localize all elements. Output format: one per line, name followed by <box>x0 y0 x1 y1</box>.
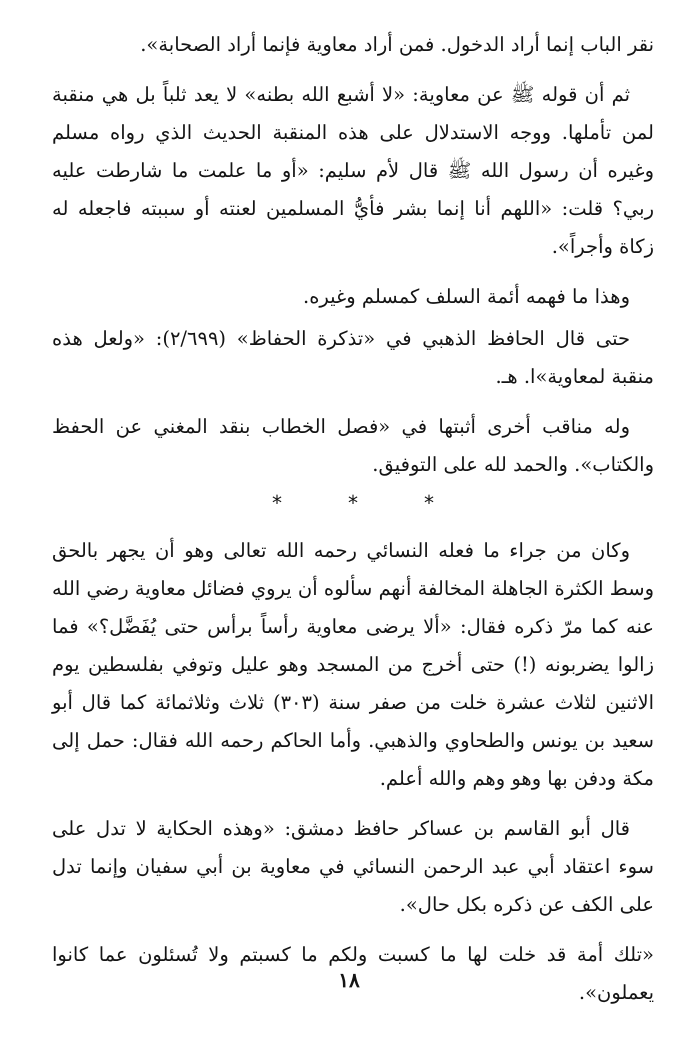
paragraph-salaf: وهذا ما فهمه أئمة السلف كمسلم وغيره. <box>303 285 630 308</box>
paragraph-manaqib: وله مناقب أخرى أثبتها في «فصل الخطاب بنقد المغني عن الحفظ والكتاب». والحمد لله على التوفيق. <box>52 415 654 476</box>
section-separator <box>52 486 654 520</box>
separator-star: * <box>424 491 434 515</box>
paragraph-quran-verse: «تلك أمة قد خلت لها ما كسبت ولكم ما كسبتم ولا تُسئلون عما كانوا يعملون». <box>52 943 654 1004</box>
page-number: ١٨ <box>338 968 360 992</box>
paragraph-nasai: وكان من جراء ما فعله النسائي رحمه الله تعالى وهو أن يجهر بالحق وسط الكثرة الجاهلة المخالفة أنهم سألوه أن يروي فضائل معاوية رضي الله عنه كما مرّ ذكره فقال: «ألا يرضى معاوية رأساً برأس حتى يُفَضَّل؟» فما زالوا يضربونه (!) حتى أخرج من المسجد وهو عليل وتوفي بفلسطين يوم الاثنين لثلاث عشرة خلت من صفر سنة (٣٠٣) ثلاث وثلاثمائة كما قال أبو سعيد بن يونس والطحاوي والذهبي. وأما الحاكم رحمه الله فقال: حمل إلى مكة ودفن بها وهو وهم والله أعلم. <box>52 539 654 790</box>
separator-star: * <box>272 491 282 515</box>
separator-star: * <box>348 491 358 515</box>
paragraph-ibn-asakir: قال أبو القاسم بن عساكر حافظ دمشق: «وهذه الحكاية لا تدل على سوء اعتقاد أبي عبد الرحمن النسائي في معاوية بن أبي سفيان وإنما تدل على الكف عن ذكره بكل حال». <box>52 817 654 916</box>
page-body <box>52 26 654 1012</box>
paragraph-dhahabi: حتى قال الحافظ الذهبي في «تذكرة الحفاظ» (٢/٦٩٩): «ولعل هذه منقبة لمعاوية»ا. هـ. <box>52 327 654 388</box>
paragraph-continuation: نقر الباب إنما أراد الدخول. فمن أراد معاوية فإنما أراد الصحابة». <box>140 33 654 56</box>
paragraph-hadith: ثم أن قوله ﷺ عن معاوية: «لا أشبع الله بطنه» لا يعد ثلباً بل هي منقبة لمن تأملها. ووجه الاستدلال على هذه المنقبة الحديث الذي رواه مسلم وغيره أن رسول الله ﷺ قال لأم سليم: «أو ما علمت ما شارطت عليه ربي؟ قلت: «اللهم أنا إنما بشر فأيُّ المسلمين لعنته أو سببته فاجعله له زكاة وأجراً». <box>52 83 654 258</box>
